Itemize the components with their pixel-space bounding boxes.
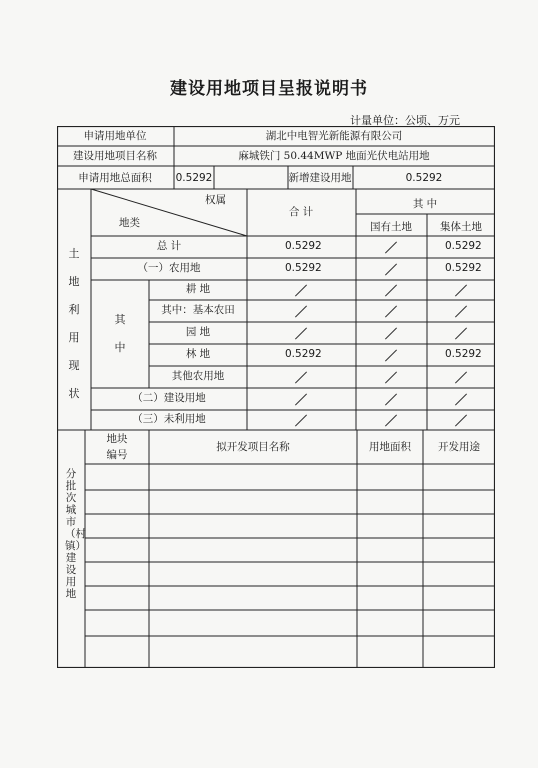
area-column-header: 用地面积 bbox=[369, 441, 411, 453]
of-which-side-label: 其 中 bbox=[114, 313, 126, 354]
of-which-header: 其 中 bbox=[412, 198, 438, 210]
unit-label: 计量单位：公顷、万元 bbox=[350, 114, 460, 127]
plot-column-header-line1: 地块 bbox=[106, 433, 128, 445]
row-forest-land: 林 地 bbox=[185, 348, 211, 360]
use-column-header: 开发用途 bbox=[438, 441, 480, 453]
plot-column-header-line2: 编号 bbox=[106, 449, 128, 461]
applicant-value: 湖北中电智光新能源有限公司 bbox=[265, 130, 403, 142]
new-construction-label: 新增建设用地 bbox=[288, 172, 352, 184]
row-other-agricultural: 其他农用地 bbox=[171, 370, 225, 382]
land-type-header: 地类 bbox=[119, 217, 140, 229]
document-title: 建设用地项目呈报说明书 bbox=[170, 79, 368, 99]
total-area-value: 0.5292 bbox=[175, 172, 213, 184]
batch-side-label: 分批次城市（村镇）建设用地 bbox=[65, 468, 86, 600]
applicant-label: 申请用地单位 bbox=[83, 130, 147, 142]
row-grand-total: 总 计 bbox=[156, 240, 182, 252]
row-garden-land: 园 地 bbox=[185, 326, 211, 338]
row-basic-farmland: 其中：基本农田 bbox=[161, 304, 235, 316]
row-cultivated-land: 耕 地 bbox=[185, 283, 211, 295]
forest-sum: 0.5292 bbox=[285, 348, 322, 360]
grand-total-sum: 0.5292 bbox=[285, 240, 322, 252]
row-agricultural-land: （一）农用地 bbox=[137, 262, 201, 274]
land-status-side-label: 土 地 利 用 现 状 bbox=[68, 247, 80, 400]
forest-collective: 0.5292 bbox=[445, 348, 482, 360]
new-construction-value: 0.5292 bbox=[405, 172, 443, 184]
agricultural-collective: 0.5292 bbox=[445, 262, 482, 274]
agricultural-sum: 0.5292 bbox=[285, 262, 322, 274]
state-land-header: 国有土地 bbox=[370, 221, 412, 233]
row-construction-land: （二）建设用地 bbox=[132, 392, 206, 404]
project-name-label: 建设用地项目名称 bbox=[73, 150, 157, 162]
grand-total-collective: 0.5292 bbox=[445, 240, 482, 252]
land-report-table bbox=[57, 126, 495, 668]
ownership-header: 权属 bbox=[205, 194, 226, 206]
project-name-value: 麻城铁门 50.44MWP 地面光伏电站用地 bbox=[238, 150, 430, 162]
project-name-column-header: 拟开发项目名称 bbox=[216, 441, 290, 453]
collective-land-header: 集体土地 bbox=[440, 221, 482, 233]
total-area-label: 申请用地总面积 bbox=[78, 172, 152, 184]
row-unused-land: （三）未利用地 bbox=[132, 413, 206, 425]
total-column-header: 合 计 bbox=[288, 206, 314, 218]
